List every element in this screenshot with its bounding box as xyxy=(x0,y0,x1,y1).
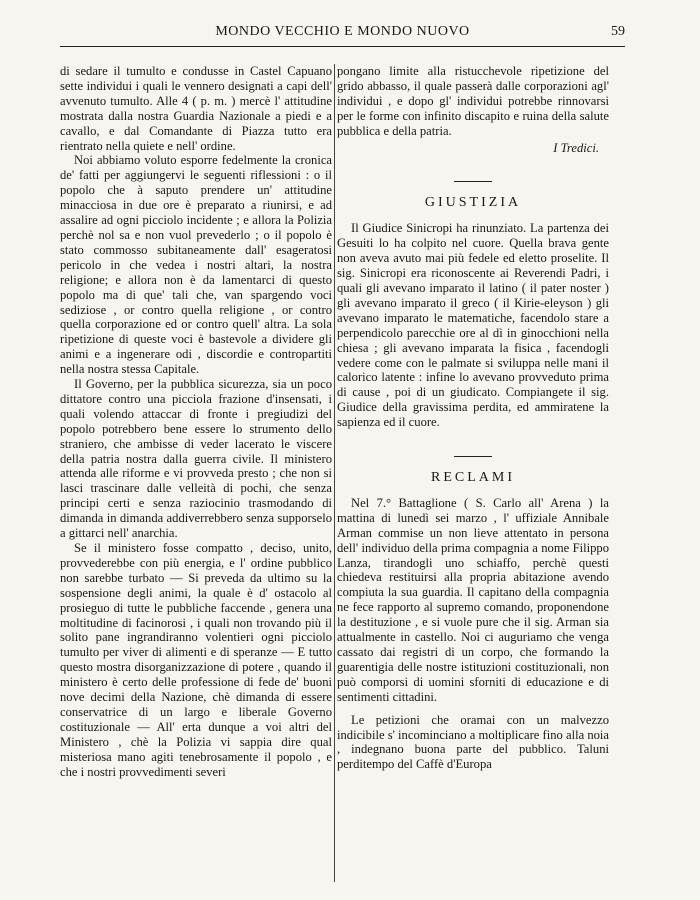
section-title-reclami: RECLAMI xyxy=(431,470,515,486)
paragraph: pongano limite alla ristucchevole ripetizione del grido abbasso, il quale passerà dalle corporazioni agl' individui , e dopo gl' individui potrebbe rinnovarsi per le forme con infinito discapito e ruina della salute pubblica e della patria. xyxy=(337,64,609,138)
section-separator xyxy=(454,181,492,182)
left-column xyxy=(60,64,332,780)
section-separator xyxy=(454,456,492,457)
signature: I Tredici. xyxy=(553,140,599,155)
journal-title: MONDO VECCHIO E MONDO NUOVO xyxy=(215,24,470,39)
paragraph: Nel 7.° Battaglione ( S. Carlo all' Arena ) la mattina di lunedì sei marzo , l' uffiziale Annibale Arman commise un non lieve attentato in persona dell' individuo della prima compagnia a nome Filippo Lanza, tirandogli uno schiaffo, perchè questi chiedeva restituirsi alla propria abitazione avendo compiuta la sua guardia. Il capitano della compagnia ne fece rapporto al supremo comando, proponendone la destituzione , e si vuole pure che il sig. Arman sia attualmente in castello. Noi ci auguriamo che venga cassato dai registri di un corpo, che formando la guarentigia delle nostre istituzioni costituzionali, non può comporsi di uomini sforniti di educazione e di sentimenti cittadini. xyxy=(337,495,609,704)
paragraph: Il Giudice Sinicropi ha rinunziato. La partenza dei Gesuiti lo ha colpito nel cuore. Quella brava gente non aveva avuto mai più fedele ed eletto proselite. Il sig. Sinicropi era riconoscente ai Reverendi Padri, i quali gli avevano imparato il latino ( il pater noster ) gli avevano imparato il greco ( il Kirie-eleyson ) gli avevano imparato le matematiche, facendolo stare a perpendicolo parecchie ore al dì in ginocchioni nella chiesa ; gli avevano imparata la fisica , facendogli vedere come con le palmate si sviluppa nelle mani il calorico latente : infine lo avevano provveduto prima di cause , poi di un giudicato. Compiangete il sig. Giudice della gravissima perdita, ed ammiratene la sapienza ed il cuore. xyxy=(337,221,609,430)
paragraph: di sedare il tumulto e condusse in Castel Capuano sette individui i quali le vennero designati a capi dell' avvenuto tumulto. Alle 4 ( p. m. ) mercè l' attitudine mostrata dalla nostra Guardia Nazionale a piedi e a cavallo, e dal Comandante di Piazza tutto era rientrato nella quiete e nell' ordine. xyxy=(60,64,332,153)
paragraph: Le petizioni che oramai con un malvezzo indicibile s' incominciano a moltiplicare fino alla noia , indegnano buona parte del pubblico. Taluni perditempo del Caffè d'Europa xyxy=(337,712,609,772)
column-divider xyxy=(334,64,335,882)
section-title-giustizia: GIUSTIZIA xyxy=(424,195,522,211)
paragraph: Il Governo, per la pubblica sicurezza, sia un poco dittatore contro una picciola frazione d'insensati, i quali volendo attaccar di fronte i pregiudizi del popolo potrebbero bene essere lo strumento dello straniero, che ambisse di veder lacerato le viscere della patria nostra dalla guerra civile. Il ministero attenda alle riforme e vi provveda presto ; che non si lasci trascinare dalle velleità di pochi, che senza principi certi e senza raziocinio trasmodando di dimanda in dimanda addiverrebbero senza supporselo a gittarci nell' anarchia. xyxy=(60,377,332,541)
right-column xyxy=(337,64,609,772)
paragraph: Noi abbiamo voluto esporre fedelmente la cronica de' fatti per aggiungervi le seguenti riflessioni : o il popolo che à saputo prendere un' attitudine minacciosa in due ore è preparato a riunirsi, e ad assalire ad ogni picciolo incidente ; e allora la Polizia perchè nol sa e non vuol prevederlo ; o il popolo è stato commosso subitaneamente dall' esageratosi pericolo in che vedea i nostri altari, la nostra religione; e allora non è da lamentarci di questo popolo ma di que' tali che, van spargendo voci sediziose , or contro quella religione , or contro quella corporazione ed or contro quell' altra. La sola ripetizione di queste voci è bastevole a dividere gli animi e a ingenerare odi , discordie e contropartiti nella nostra stessa Capitale. xyxy=(60,153,332,377)
page-number: 59 xyxy=(611,24,625,39)
spacer xyxy=(337,705,609,713)
running-header xyxy=(60,22,625,46)
header-rule xyxy=(60,46,625,47)
paragraph: Se il ministero fosse compatto , deciso, unito, provvederebbe con più energia, e l' ordine pubblico non sarebbe turbato — Si preveda da ultimo su la sospensione degli animi, la quale è d' ostacolo al prosieguo di tutte le pubbliche faccende , genera una moltitudine di facinorosi , i quali non trovando più il solito pane ingrandiranno volentieri ogni picciolo tumulto per viver di alimenti e di speranze — E tutto questo mostra disorganizzazione di potere , quando il ministero è certo delle professione di fede de' buoni nove decimi della Nazione, chè dimanda di essere conservatrice di un largo e liberale Governo costituzionale — All' erta dunque a voi altri del Ministero , chè la Polizia vi sappia dire qual misteriosa mano agiti tenebrosamente il popolo , e che i nostri provvedimenti severi xyxy=(60,541,332,779)
